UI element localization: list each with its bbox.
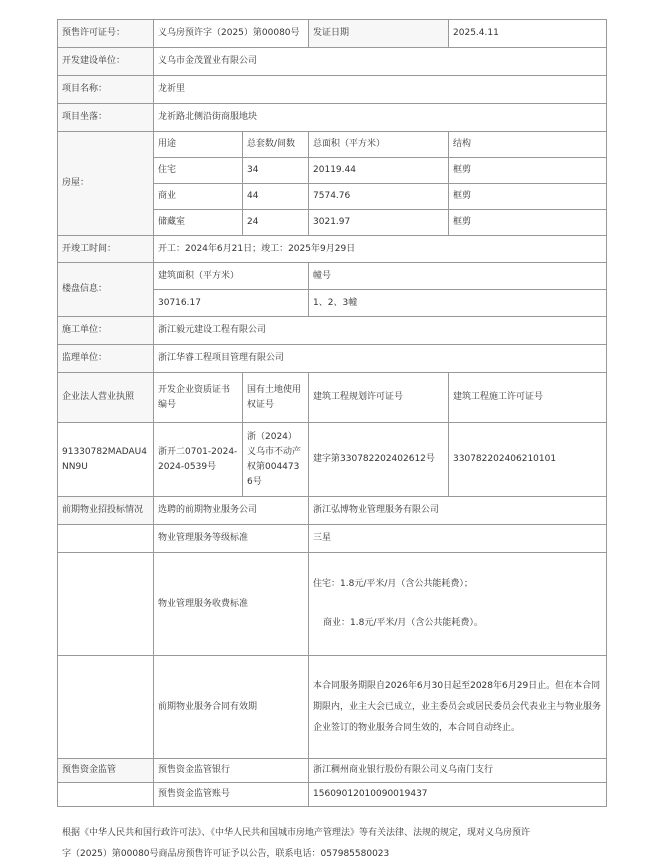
house-header-use: 用途 [154, 132, 243, 158]
location-value: 龙祈路北侧沿街商服地块 [154, 104, 607, 132]
house-count: 24 [243, 210, 309, 236]
project-value: 龙祈里 [154, 76, 607, 104]
fund-label: 预售资金监管 [58, 759, 154, 783]
fee-commercial: 商业：1.8元/平米/月（含公共能耗费）。 [323, 618, 483, 628]
permit-no-label: 预售许可证号： [58, 20, 154, 48]
footer-line-2: 字（2025）第00080号商品房预售许可证予以公告，联系电话：057985580023 [62, 849, 390, 859]
project-label: 项目名称： [58, 76, 154, 104]
house-use: 储藏室 [154, 210, 243, 236]
license-label: 企业法人营业执照 [58, 373, 154, 423]
permit-no-value: 义乌房预许字（2025）第00080号 [154, 20, 309, 48]
house-header-count: 总套数/间数 [243, 132, 309, 158]
presale-permit-table [57, 19, 607, 807]
property-company-label: 选聘的前期物业服务公司 [154, 497, 309, 525]
row-house-header [58, 132, 607, 158]
issue-date-label: 发证日期 [309, 20, 449, 48]
row-fund-account [58, 783, 607, 807]
house-structure: 框剪 [449, 210, 607, 236]
business-license-value: 91330782MADAU4NN9U [58, 423, 154, 497]
row-schedule [58, 236, 607, 263]
house-area: 7574.76 [309, 184, 449, 210]
house-use: 商业 [154, 184, 243, 210]
license-header-construction: 建筑工程施工许可证号 [449, 373, 607, 423]
supervision-value: 浙江华睿工程项目管理有限公司 [154, 345, 607, 373]
schedule-value: 开工：2024年6月21日；竣工：2025年9月29日 [154, 236, 607, 263]
license-header-qualification: 开发企业资质证书编号 [154, 373, 243, 423]
fund-bank-label: 预售资金监管银行 [154, 759, 309, 783]
construction-permit-value: 330782202406210101 [449, 423, 607, 497]
row-property-company [58, 497, 607, 525]
construction-label: 施工单位： [58, 317, 154, 345]
building-no-value: 1、2、3幢 [309, 290, 607, 317]
building-area-value: 30716.17 [154, 290, 309, 317]
footer-line-1: 根据《中华人民共和国行政许可法》、《中华人民共和国城市房地产管理法》等有关法律、法规的规定，现对义乌房预许 [62, 828, 531, 838]
building-label: 楼盘信息： [58, 263, 154, 317]
row-developer [58, 48, 607, 76]
row-construction [58, 317, 607, 345]
house-area: 20119.44 [309, 158, 449, 184]
property-grade-label: 物业管理服务等级标准 [154, 525, 309, 553]
row-property-contract [58, 656, 607, 759]
property-fee-label: 物业管理服务收费标准 [154, 553, 309, 656]
property-label: 前期物业招投标情况 [58, 497, 154, 525]
house-header-area: 总面积（平方米） [309, 132, 449, 158]
land-cert-value: 浙（2024）义乌市不动产权第0044736号 [243, 423, 309, 497]
property-fee-value [309, 553, 607, 656]
schedule-label: 开竣工时间： [58, 236, 154, 263]
license-header-land: 国有土地使用权证号 [243, 373, 309, 423]
fund-account-label: 预售资金监管账号 [154, 783, 309, 807]
house-header-structure: 结构 [449, 132, 607, 158]
row-building-header [58, 263, 607, 290]
developer-label: 开发建设单位： [58, 48, 154, 76]
location-label: 项目坐落： [58, 104, 154, 132]
announcement-footer [62, 823, 622, 865]
house-count: 44 [243, 184, 309, 210]
empty-cell [58, 553, 154, 656]
row-license-values [58, 423, 607, 497]
house-use: 住宅 [154, 158, 243, 184]
house-label: 房屋： [58, 132, 154, 236]
empty-cell [58, 525, 154, 553]
fee-residential: 住宅：1.8元/平米/月（含公共能耗费）； [313, 579, 473, 589]
row-property-grade [58, 525, 607, 553]
house-structure: 框剪 [449, 158, 607, 184]
fund-account-value: 15609012010090019437 [309, 783, 607, 807]
fund-bank-value: 浙江稠州商业银行股份有限公司义乌南门支行 [309, 759, 607, 783]
property-grade-value: 三星 [309, 525, 607, 553]
building-area-header: 建筑面积（平方米） [154, 263, 309, 290]
license-header-planning: 建筑工程规划许可证号 [309, 373, 449, 423]
qualification-value: 浙开二0701-2024-2024-0539号 [154, 423, 243, 497]
row-supervision [58, 345, 607, 373]
house-structure: 框剪 [449, 184, 607, 210]
property-contract-label: 前期物业服务合同有效期 [154, 656, 309, 759]
issue-date-value: 2025.4.11 [449, 20, 607, 48]
row-license-headers [58, 373, 607, 423]
planning-permit-value: 建字第330782202402612号 [309, 423, 449, 497]
supervision-label: 监理单位： [58, 345, 154, 373]
empty-cell [58, 656, 154, 759]
property-company-value: 浙江弘博物业管理服务有限公司 [309, 497, 607, 525]
row-permit-no [58, 20, 607, 48]
row-project [58, 76, 607, 104]
house-area: 3021.97 [309, 210, 449, 236]
row-fund-bank [58, 759, 607, 783]
row-property-fee [58, 553, 607, 656]
property-contract-value: 本合同服务期限自2026年6月30日起至2028年6月29日止。但在本合同期限内，业主大会已成立，业主委员会或居民委员会代表业主与物业服务企业签订的物业服务合同生效的，本合同自动终止。 [309, 656, 607, 759]
developer-value: 义乌市金茂置业有限公司 [154, 48, 607, 76]
empty-cell [58, 783, 154, 807]
construction-value: 浙江毅元建设工程有限公司 [154, 317, 607, 345]
row-location [58, 104, 607, 132]
house-count: 34 [243, 158, 309, 184]
building-no-header: 幢号 [309, 263, 607, 290]
